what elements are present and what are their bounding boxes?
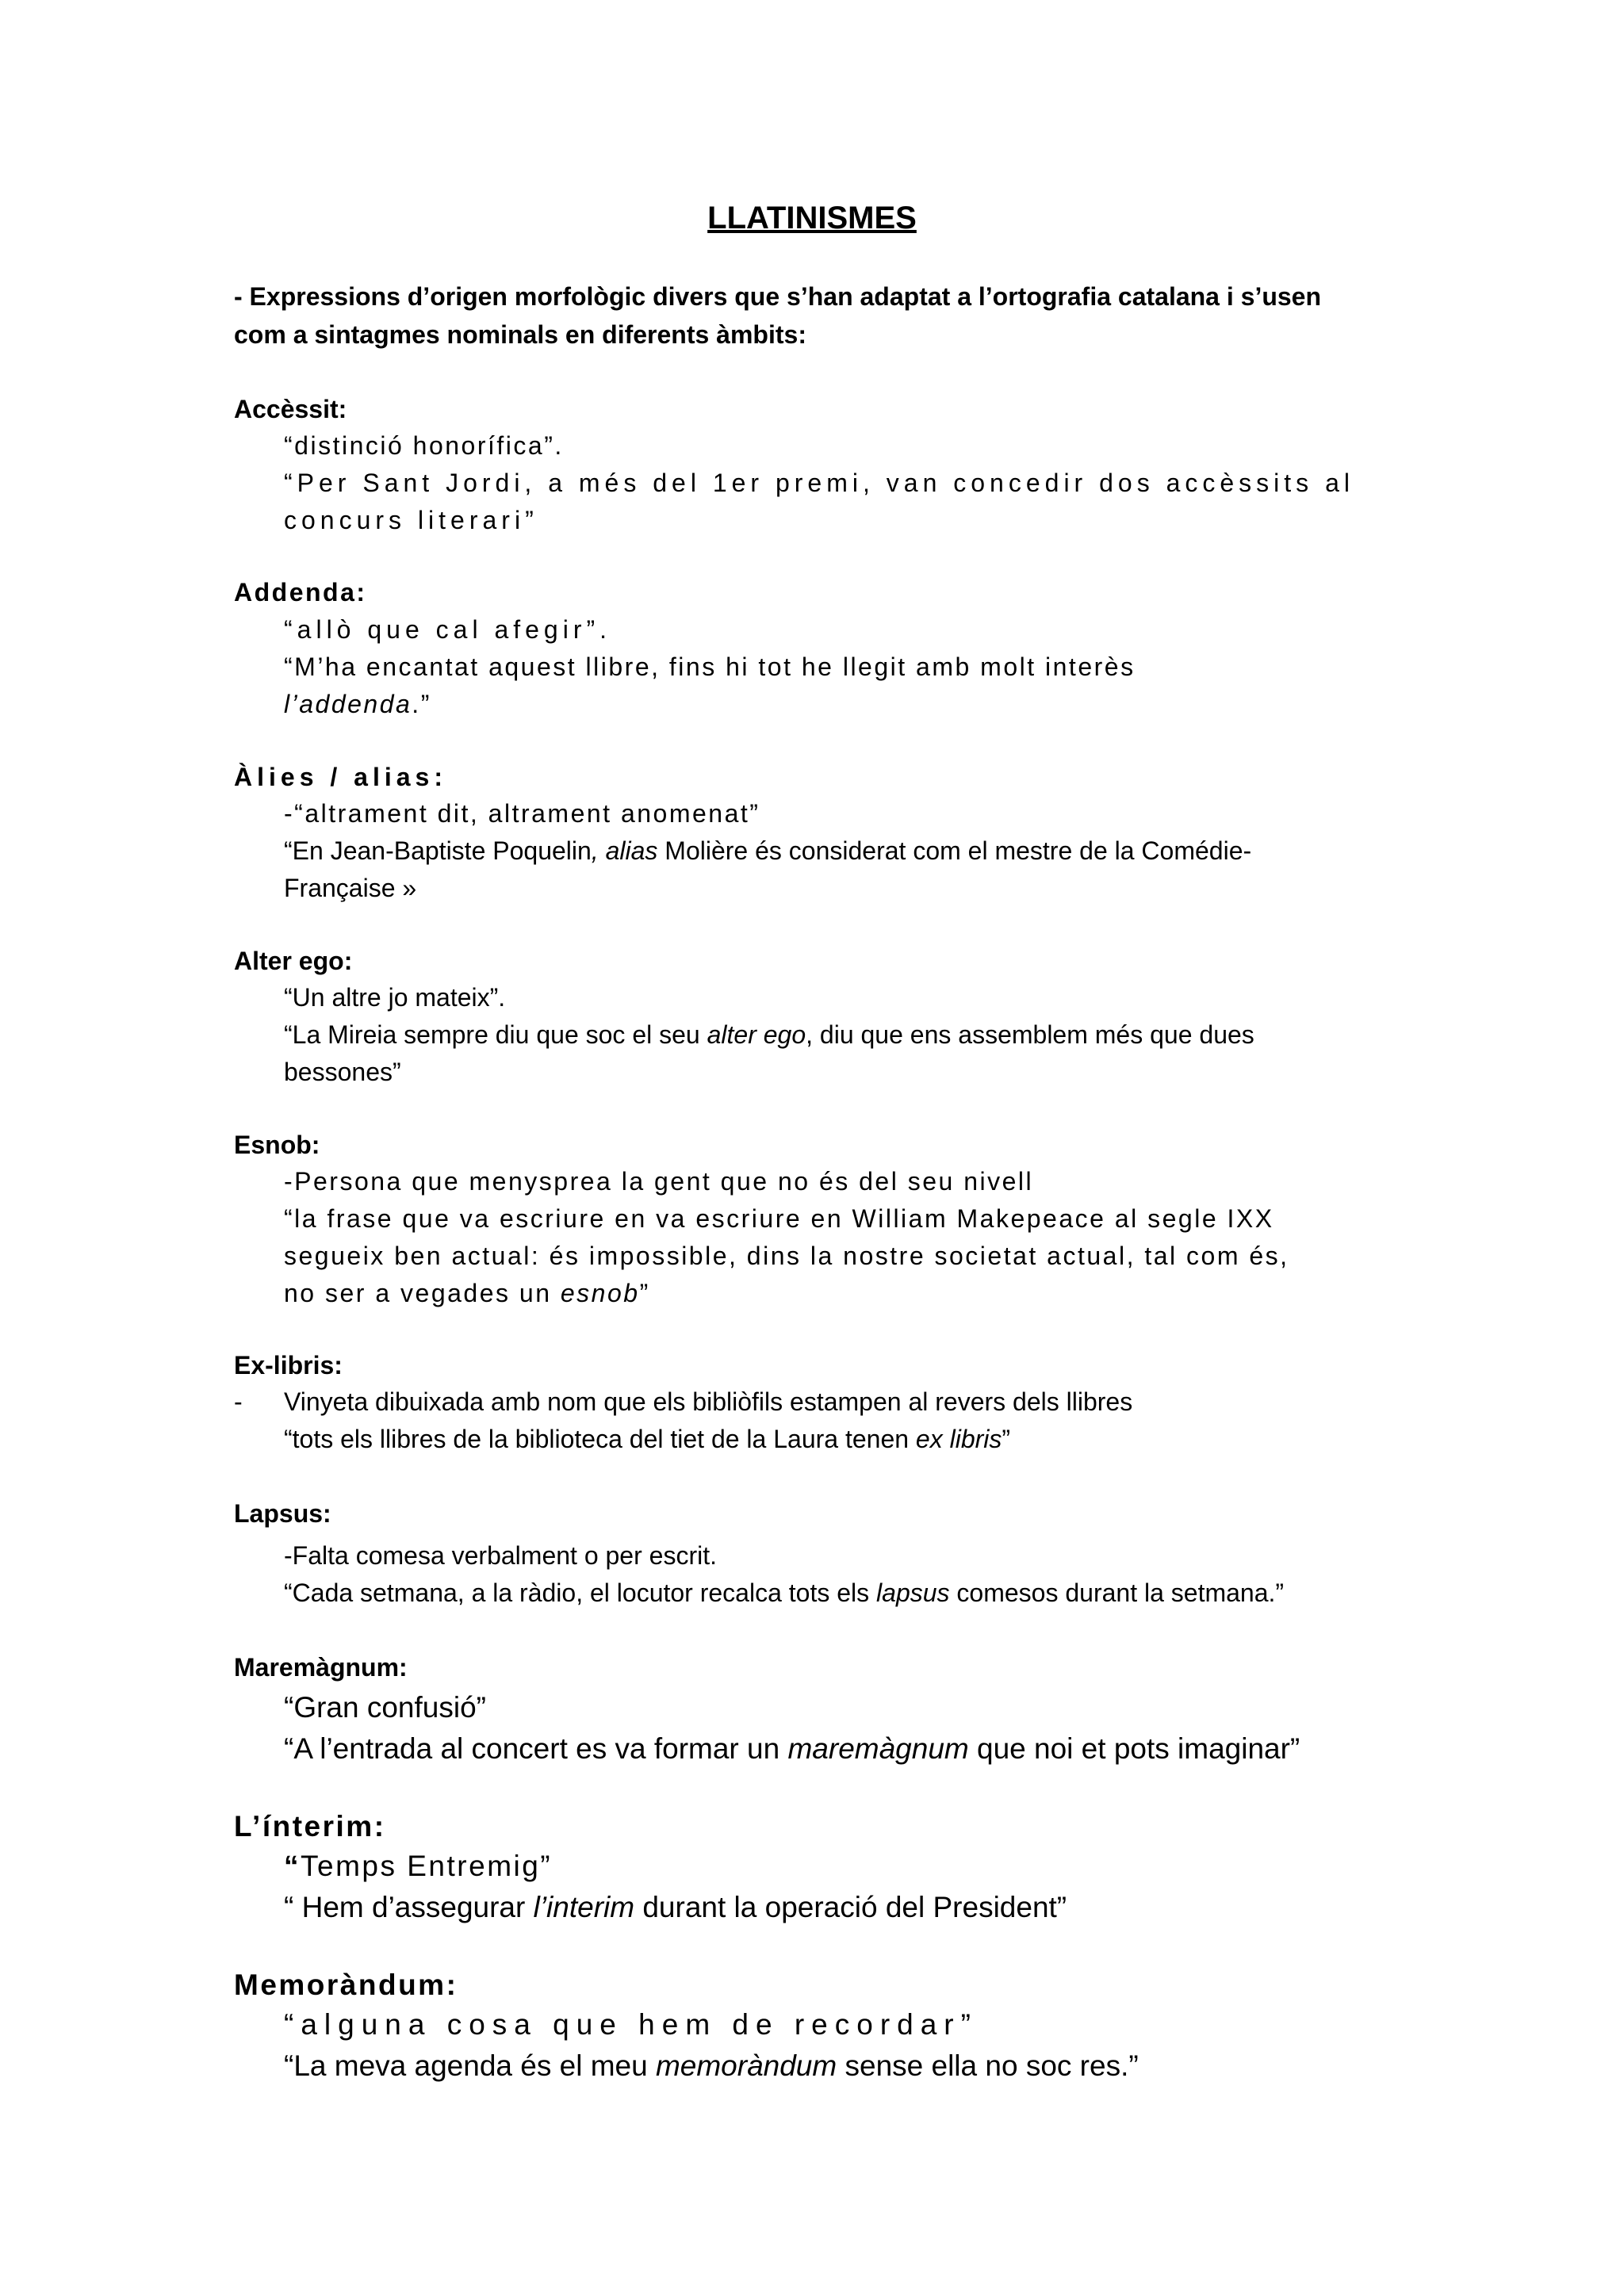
text-before: “La Mireia sempre diu que soc el seu (284, 1020, 707, 1049)
term-maremagnum: Maremàgnum: (234, 1653, 408, 1682)
text-after: que noi et pots imaginar” (968, 1732, 1300, 1765)
italic-term: memoràndum (655, 2049, 837, 2082)
italic-term: lapsus (876, 1578, 950, 1607)
italic-term: esnob (560, 1279, 640, 1307)
definition-line: “allò que cal afegir”. (284, 615, 612, 644)
example-line: segueix ben actual: és impossible, dins la nostre societat actual, tal com és, (284, 1242, 1289, 1270)
definition-line: Vinyeta dibuixada amb nom que els bibliòfils estampen al revers dels llibres (284, 1387, 1133, 1416)
example-line: concurs literari” (284, 506, 538, 534)
example-line (284, 691, 431, 717)
example-line (284, 838, 1251, 863)
definition-line: “distinció honorífica”. (284, 431, 564, 460)
italic-term: maremàgnum (787, 1732, 969, 1765)
example-line (284, 1426, 1010, 1452)
term-addenda: Addenda: (234, 578, 367, 607)
text-before: “ Hem d’assegurar (284, 1891, 534, 1923)
example-line (284, 2051, 1139, 2080)
example-line (284, 1892, 1067, 1922)
example-line: bessones” (284, 1058, 401, 1086)
italic-term: , alias (591, 836, 658, 865)
text-before: “La meva agenda és el meu (284, 2049, 656, 2082)
definition-line: -“altrament dit, altrament anomenat” (284, 799, 760, 828)
term-alter-ego: Alter ego: (234, 947, 353, 975)
text-after: Molière és considerat com el mestre de la Comédie- (657, 836, 1252, 865)
example-line: Française » (284, 874, 417, 902)
definition-line: “Un altre jo mateix”. (284, 983, 506, 1012)
text-after: durant la operació del President” (634, 1891, 1067, 1923)
example-line (284, 1280, 650, 1306)
example-line (284, 1022, 1254, 1047)
italic-term: l’interim (533, 1891, 635, 1923)
italic-term: alter ego (707, 1020, 806, 1049)
italic-term: ex libris (915, 1425, 1002, 1453)
example-line: “Per Sant Jordi, a més del 1er premi, van concedir dos accèssits al (284, 469, 1354, 497)
example-line (284, 1734, 1300, 1763)
text-before: “Cada setmana, a la ràdio, el locutor recalca tots els (284, 1578, 877, 1607)
definition-line: “alguna cosa que hem de recordar” (284, 2008, 978, 2041)
definition-line: -Persona que menysprea la gent que no és del seu nivell (284, 1167, 1034, 1196)
example-line (284, 1580, 1284, 1605)
term-accessit: Accèssit: (234, 395, 347, 423)
text-after: .” (412, 690, 431, 718)
text-after: ” (1002, 1425, 1011, 1453)
term-ex-libris: Ex-libris: (234, 1351, 343, 1380)
text-after: sense ella no soc res.” (837, 2049, 1139, 2082)
example-line: “M’ha encantat aquest llibre, fins hi tot he llegit amb molt interès (284, 652, 1136, 681)
text-before: “tots els llibres de la biblioteca del tiet de la Laura tenen (284, 1425, 916, 1453)
text-after: , diu que ens assemblem més que dues (806, 1020, 1254, 1049)
page-title: LLATINISMES (707, 201, 917, 235)
text-before: no ser a vegades un (284, 1279, 561, 1307)
text-after: Temps Entremig” (301, 1850, 553, 1882)
intro-line-1: - Expressions d’origen morfològic divers que s’han adaptat a l’ortografia catalana i s’usen (234, 282, 1322, 311)
definition-line: -Falta comesa verbalment o per escrit. (284, 1541, 717, 1570)
definition-line (284, 1851, 552, 1881)
text-before: “En Jean-Baptiste Poquelin (284, 836, 592, 865)
list-dash: - (234, 1387, 243, 1416)
definition-line: “Gran confusió” (284, 1691, 486, 1724)
text-after: comesos durant la setmana.” (949, 1578, 1285, 1607)
term-lapsus: Lapsus: (234, 1499, 331, 1528)
italic-term: l’addenda (284, 690, 412, 718)
term-esnob: Esnob: (234, 1131, 320, 1159)
example-line: “la frase que va escriure en va escriure en William Makepeace al segle IXX (284, 1204, 1274, 1233)
bold-quote: “ (284, 1850, 301, 1882)
term-alies: Àlies / alias: (234, 763, 447, 791)
text-before: “A l’entrada al concert es va formar un (284, 1732, 788, 1765)
term-interim: L’ínterim: (234, 1810, 386, 1843)
term-memorandum: Memoràndum: (234, 1969, 458, 2001)
intro-line-2: com a sintagmes nominals en diferents àmbits: (234, 320, 806, 349)
text-after: ” (639, 1279, 650, 1307)
